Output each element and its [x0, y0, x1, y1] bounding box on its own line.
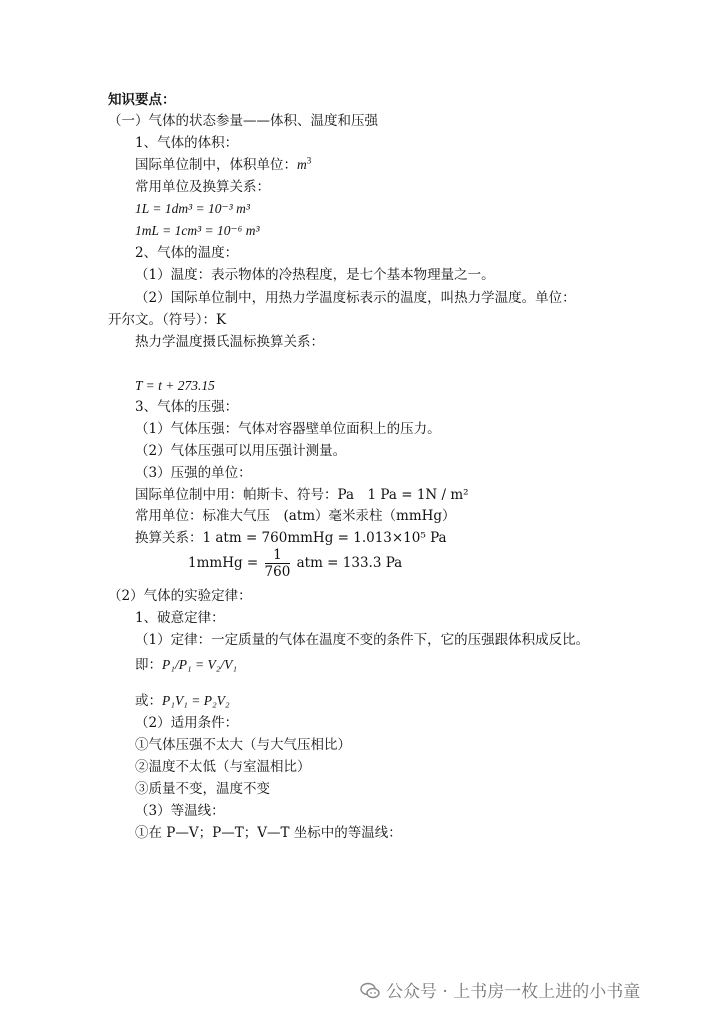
- wechat-icon: [360, 982, 380, 1000]
- volume-equation-1: 1L = 1dm³ = 10⁻³ m³: [135, 201, 250, 216]
- section2-title: （2）气体的实验定律：: [108, 588, 252, 604]
- temperature-conversion-label: 热力学温度摄氏温标换算关系：: [135, 334, 324, 350]
- boyle-ratio: [135, 656, 237, 674]
- boyle-isotherm-item: ①在 P—V；P—T；V—T 坐标中的等温线：: [135, 825, 402, 841]
- boyle-ratio-equation: P₁/P₁ = V₂/V₁: [162, 657, 238, 672]
- boyle-title: 1、破意定律：: [135, 610, 225, 626]
- volume-equation-2: 1mL = 1cm³ = 10⁻⁶ m³: [135, 223, 260, 238]
- boyle-condition-3: ③质量不变，温度不变: [135, 781, 270, 797]
- temperature-title: 2、气体的温度：: [135, 245, 239, 261]
- temperature-conversion-equation: T = t + 273.15: [135, 378, 215, 393]
- mmhg-conversion: [188, 547, 402, 580]
- pressure-si-unit: 国际单位制中用：帕斯卡、符号：Pa 1 Pa = 1N / m²: [135, 487, 469, 503]
- heading: 知识要点：: [108, 92, 176, 108]
- pressure-conversion: 换算关系：1 atm = 760mmHg = 1.013×10⁵ Pa: [135, 530, 447, 546]
- boyle-conditions-title: （2）适用条件：: [135, 715, 239, 731]
- volume-common-units-label: 常用单位及换算关系：: [135, 179, 270, 195]
- temperature-item-2-cont: 开尔文。（符号）：K: [108, 312, 227, 328]
- boyle-product: [135, 692, 230, 710]
- boyle-or-label: 或：: [135, 693, 162, 709]
- volume-si-unit-exponent: 3: [306, 155, 312, 166]
- pressure-item-1: （1）气体压强：气体对容器壁单位面积上的压力。: [135, 421, 441, 437]
- volume-si-unit-symbol: m: [297, 157, 307, 172]
- boyle-item-1: （1）定律：一定质量的气体在温度不变的条件下，它的压强跟体积成反比。: [135, 632, 590, 648]
- mmhg-fraction: [265, 547, 291, 580]
- boyle-isotherm-title: （3）等温线：: [135, 803, 225, 819]
- temperature-item-2: （2）国际单位制中，用热力学温度标表示的温度，叫热力学温度。单位：: [135, 290, 576, 306]
- watermark-text: 公众号 · 上书房一枚上进的小书童: [386, 982, 641, 1002]
- boyle-product-equation: P₁V₁ = P₂V₂: [162, 693, 230, 708]
- boyle-condition-2: ②温度不太低（与室温相比）: [135, 759, 311, 775]
- volume-si-unit: [135, 156, 311, 174]
- boyle-ratio-label: 即：: [135, 657, 162, 673]
- section1-title: （一）气体的状态参量——体积、温度和压强: [108, 113, 378, 129]
- pressure-title: 3、气体的压强：: [135, 399, 239, 415]
- watermark: [360, 977, 640, 1002]
- boyle-condition-1: ①气体压强不太大（与大气压相比）: [135, 737, 351, 753]
- volume-si-unit-label: 国际单位制中，体积单位：: [135, 157, 297, 173]
- mmhg-fraction-numerator: 1: [265, 547, 291, 564]
- mmhg-left: 1mmHg =: [188, 555, 259, 571]
- mmhg-fraction-denominator: 760: [264, 564, 291, 580]
- pressure-common-unit: 常用单位：标准大气压 (atm）毫米汞柱（mmHg）: [135, 508, 456, 524]
- volume-title: 1、气体的体积：: [135, 135, 239, 151]
- temperature-item-1: （1）温度：表示物体的冷热程度，是七个基本物理量之一。: [135, 267, 495, 283]
- mmhg-right: atm = 133.3 Pa: [296, 555, 403, 571]
- pressure-item-2: （2）气体压强可以用压强计测量。: [135, 443, 347, 459]
- pressure-item-3: （3）压强的单位：: [135, 465, 252, 481]
